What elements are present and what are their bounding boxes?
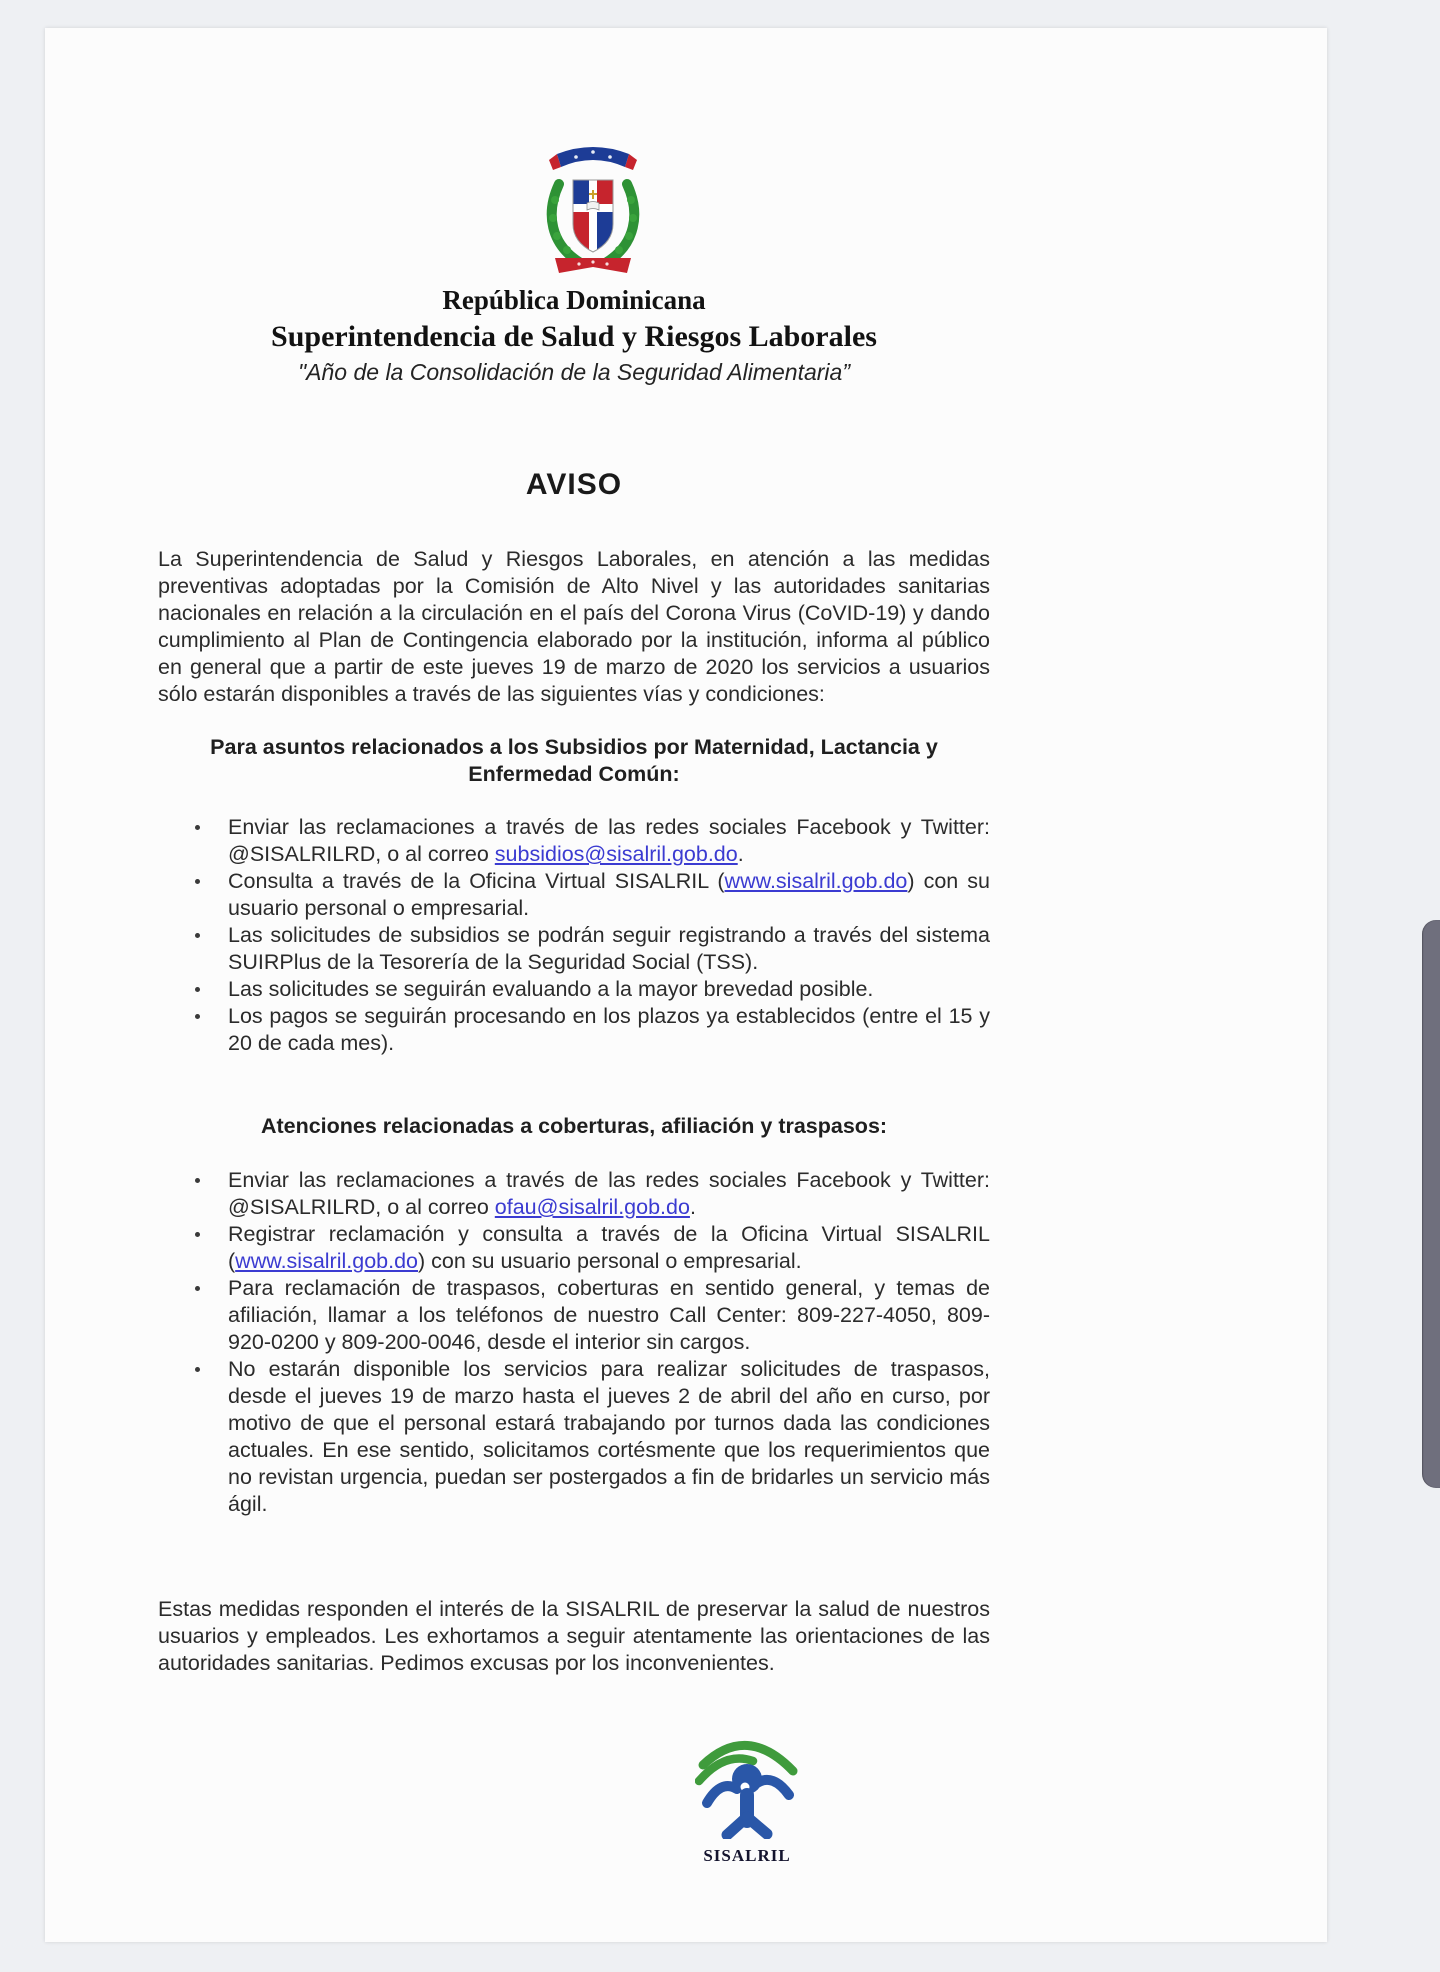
list-item	[158, 1356, 990, 1518]
email-link-subsidios[interactable]: subsidios@sisalril.gob.do	[494, 842, 738, 866]
bullet-icon	[195, 933, 200, 938]
section-heading-atenciones: Atenciones relacionadas a coberturas, afiliación y traspasos:	[260, 1114, 888, 1138]
bullet-icon	[195, 1178, 200, 1183]
bullet-icon	[195, 1367, 200, 1372]
sisalril-logo-icon	[695, 1721, 799, 1839]
list-item	[158, 1003, 990, 1057]
institution-name: Superintendencia de Salud y Riesgos Laborales	[271, 320, 877, 353]
atenciones-list	[158, 1167, 990, 1518]
bullet-icon	[195, 1232, 200, 1237]
list-item-text: Consulta a través de la Oficina Virtual SISALRIL (www.sisalril.gob.do) con su usuario personal o empresarial.	[228, 869, 990, 920]
list-item-text: Registrar reclamación y consulta a través de la Oficina Virtual SISALRIL (www.sisalril.gob.do) con su usuario personal o empresarial.	[228, 1222, 990, 1273]
list-item	[158, 976, 990, 1003]
document-content	[158, 28, 990, 1866]
logo-caption: SISALRIL	[703, 1846, 791, 1865]
subsidios-list	[158, 814, 990, 1057]
bullet-icon	[195, 1286, 200, 1291]
section-heading-subsidios: Para asuntos relacionados a los Subsidios por Maternidad, Lactancia y Enfermedad Común:	[210, 735, 938, 786]
list-item-text: No estarán disponible los servicios para realizar solicitudes de traspasos, desde el jueves 19 de marzo hasta el jueves 2 de abril del año en curso, por motivo de que el personal estará trabajando por turnos dada las condiciones actuales. En ese sentido, solicitamos cortésmente que los requerimientos que no revistan urgencia, puedan ser postergados a fin de bridarles un servicio más ágil.	[228, 1357, 990, 1516]
bullet-icon	[195, 879, 200, 884]
closing-paragraph: Estas medidas responden el interés de la SISALRIL de preservar la salud de nuestros usuarios y empleados. Les exhortamos a seguir atentamente las orientaciones de las autoridades sanitarias. Pedimos excusas por los inconvenientes.	[158, 1597, 990, 1675]
document-page	[45, 28, 1327, 1942]
list-item	[158, 868, 990, 922]
list-item	[158, 922, 990, 976]
list-item	[158, 1221, 990, 1275]
scrollbar-thumb[interactable]	[1422, 920, 1440, 1488]
list-item	[158, 1167, 990, 1221]
list-item	[158, 1275, 990, 1356]
notice-title: AVISO	[525, 468, 623, 501]
bullet-icon	[195, 987, 200, 992]
year-motto: "Año de la Consolidación de la Seguridad Alimentaria”	[298, 359, 850, 385]
list-item-text: Las solicitudes de subsidios se podrán seguir registrando a través del sistema SUIRPlus de la Tesorería de la Seguridad Social (TSS).	[228, 923, 990, 974]
list-item-text: Los pagos se seguirán procesando en los plazos ya establecidos (entre el 15 y 20 de cada mes).	[228, 1004, 990, 1055]
website-link[interactable]: www.sisalril.gob.do	[724, 869, 908, 893]
bullet-icon	[195, 1014, 200, 1019]
list-item	[158, 814, 990, 868]
list-item-text: Las solicitudes se seguirán evaluando a la mayor brevedad posible.	[228, 977, 874, 1001]
email-link-ofau[interactable]: ofau@sisalril.gob.do	[494, 1195, 690, 1219]
bullet-icon	[195, 825, 200, 830]
intro-paragraph: La Superintendencia de Salud y Riesgos Laborales, en atención a las medidas preventivas adoptadas por la Comisión de Alto Nivel y las autoridades sanitarias nacionales en relación a la circulación en el país del Corona Virus (CoVID-19) y dando cumplimiento al Plan de Contingencia elaborado por la institución, informa al público en general que a partir de este jueves 19 de marzo de 2020 los servicios a usuarios sólo estarán disponibles a través de las siguientes vías y condiciones:	[158, 547, 990, 706]
dominican-coat-of-arms-icon	[543, 140, 643, 278]
website-link[interactable]: www.sisalril.gob.do	[235, 1249, 418, 1273]
list-item-text: Enviar las reclamaciones a través de las redes sociales Facebook y Twitter: @SISALRILRD, o al correo subsidios@sisalril.gob.do.	[228, 815, 990, 866]
list-item-text: Enviar las reclamaciones a través de las redes sociales Facebook y Twitter: @SISALRILRD, o al correo ofau@sisalril.gob.do.	[228, 1168, 990, 1219]
sisalril-logo-block	[695, 1721, 799, 1866]
list-item-text: Para reclamación de traspasos, coberturas en sentido general, y temas de afiliación, llamar a los teléfonos de nuestro Call Center: 809-227-4050, 809-920-0200 y 809-200-0046, desde el interior sin cargos.	[228, 1276, 990, 1354]
country-name: República Dominicana	[442, 285, 706, 315]
